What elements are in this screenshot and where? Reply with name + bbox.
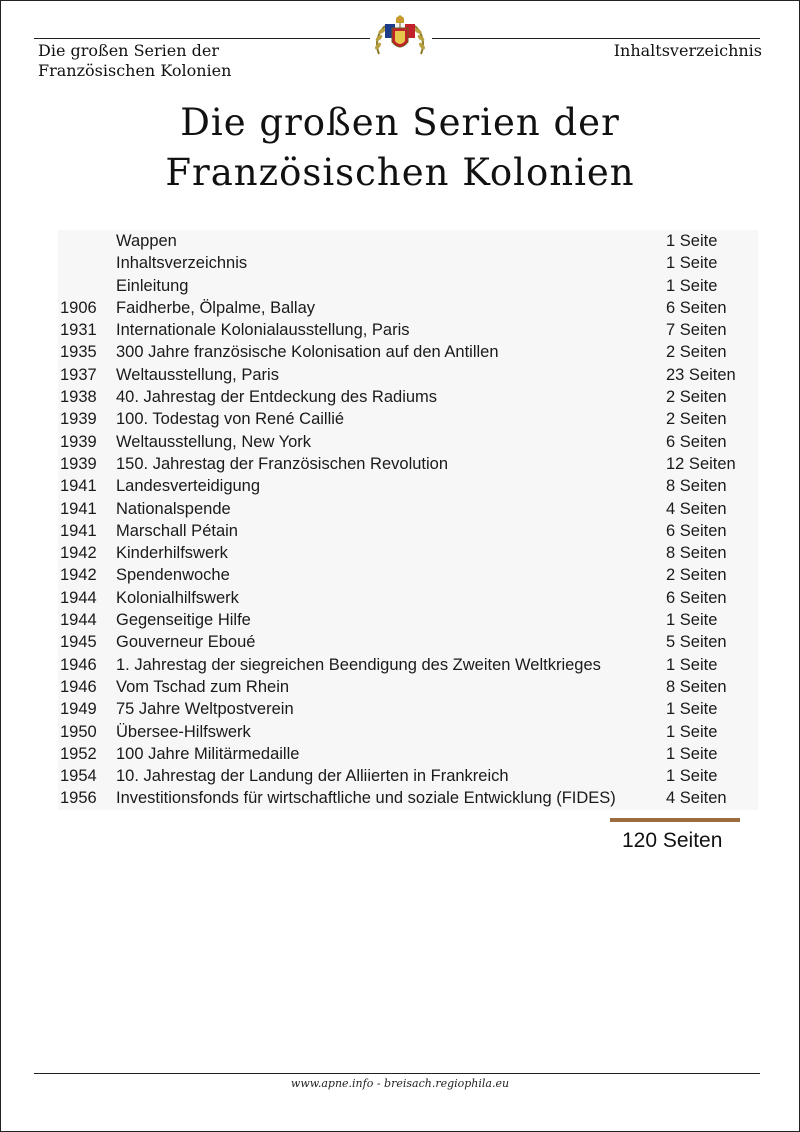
- toc-title: Investitionsfonds für wirtschaftliche und soziale Entwicklung (FIDES): [116, 789, 616, 808]
- toc-title: Landesverteidigung: [116, 477, 261, 496]
- toc-row: [58, 453, 758, 475]
- toc-year: 1946: [60, 655, 97, 674]
- toc-year: 1956: [60, 789, 97, 808]
- toc-year: 1952: [60, 744, 97, 763]
- page-title: [0, 98, 800, 198]
- toc-row: [58, 498, 758, 520]
- toc-pages: 8 Seiten: [666, 477, 727, 496]
- toc-row: [58, 364, 758, 386]
- toc-title: 100 Jahre Militärmedaille: [116, 744, 300, 763]
- total-pages: 120 Seiten: [622, 829, 723, 852]
- footer-url: www.apne.info - breisach.regiophila.eu: [290, 1077, 510, 1090]
- toc-pages: 6 Seiten: [666, 298, 727, 317]
- toc-pages: 4 Seiten: [666, 789, 727, 808]
- toc-year: 1944: [60, 611, 97, 630]
- toc-pages: 1 Seite: [666, 700, 718, 719]
- toc-row: [58, 721, 758, 743]
- toc-title: Gegenseitige Hilfe: [116, 611, 251, 630]
- toc-pages: 6 Seiten: [666, 588, 727, 607]
- toc-title: Internationale Kolonialausstellung, Paris: [116, 321, 410, 340]
- toc-year: 1941: [60, 477, 97, 496]
- toc-row: [58, 341, 758, 363]
- header-series-title: [38, 41, 231, 81]
- page-title-line1: Die großen Serien der: [180, 101, 620, 144]
- toc-row: [58, 609, 758, 631]
- toc-pages: 23 Seiten: [666, 365, 736, 384]
- toc-pages: 1 Seite: [666, 767, 718, 786]
- toc-pages: 2 Seiten: [666, 343, 727, 362]
- toc-title: Spendenwoche: [116, 566, 230, 585]
- toc-pages: 5 Seiten: [666, 633, 727, 652]
- total-rule: [610, 818, 740, 822]
- toc-row: [58, 676, 758, 698]
- toc-row: [58, 587, 758, 609]
- toc-row: [58, 386, 758, 408]
- toc-pages: 7 Seiten: [666, 321, 727, 340]
- toc-title: Faidherbe, Ölpalme, Ballay: [116, 298, 316, 317]
- toc-title: 40. Jahrestag der Entdeckung des Radiums: [116, 388, 438, 407]
- toc-row: [58, 520, 758, 542]
- toc-pages: 1 Seite: [666, 611, 718, 630]
- page-title-line2: Französischen Kolonien: [165, 151, 635, 194]
- toc-year: 1944: [60, 588, 97, 607]
- toc-title: 10. Jahrestag der Landung der Alliierten in Frankreich: [116, 767, 509, 786]
- toc-row: [58, 319, 758, 341]
- toc-title: Vom Tschad zum Rhein: [116, 677, 290, 696]
- toc-year: 1941: [60, 521, 97, 540]
- toc-year: 1946: [60, 677, 97, 696]
- toc-year: 1942: [60, 566, 97, 585]
- toc-title: 300 Jahre französische Kolonisation auf den Antillen: [116, 343, 499, 362]
- toc-row: [58, 631, 758, 653]
- toc-pages: 2 Seiten: [666, 388, 727, 407]
- toc-row: [58, 787, 758, 809]
- toc-title: Inhaltsverzeichnis: [116, 254, 248, 273]
- toc-title: Marschall Pétain: [116, 521, 238, 540]
- toc-year: 1939: [60, 454, 97, 473]
- toc-row: [58, 542, 758, 564]
- toc-pages: 12 Seiten: [666, 454, 736, 473]
- toc-year: 1935: [60, 343, 97, 362]
- toc-pages: 1 Seite: [666, 232, 718, 250]
- toc-year: 1945: [60, 633, 97, 652]
- toc-row: [58, 564, 758, 586]
- toc-title: Übersee-Hilfswerk: [116, 722, 251, 741]
- toc-year: 1954: [60, 767, 97, 786]
- toc-pages: 1 Seite: [666, 276, 718, 295]
- toc-title: Gouverneur Eboué: [116, 633, 256, 652]
- toc-row: [58, 230, 758, 252]
- toc-year: 1950: [60, 722, 97, 741]
- toc-pages: 1 Seite: [666, 744, 718, 763]
- toc-pages: 2 Seiten: [666, 410, 727, 429]
- toc-pages: 2 Seiten: [666, 566, 727, 585]
- toc-pages: 6 Seiten: [666, 432, 727, 451]
- toc-pages: 1 Seite: [666, 655, 718, 674]
- toc-row: [58, 743, 758, 765]
- toc-title: 1. Jahrestag der siegreichen Beendigung des Zweiten Weltkrieges: [116, 655, 601, 674]
- toc-row: [58, 252, 758, 274]
- toc-pages: 6 Seiten: [666, 521, 727, 540]
- toc-row: [58, 475, 758, 497]
- header-rule-left: [34, 38, 370, 39]
- toc-title: 75 Jahre Weltpostverein: [116, 700, 294, 719]
- footer-rule: [34, 1073, 760, 1074]
- toc-row: [58, 297, 758, 319]
- toc-row: [58, 654, 758, 676]
- toc-year: 1937: [60, 365, 97, 384]
- toc-title: Kolonialhilfswerk: [116, 588, 239, 607]
- toc-title: Nationalspende: [116, 499, 231, 518]
- header-series-line2: Französischen Kolonien: [38, 61, 232, 80]
- toc-title: Weltausstellung, New York: [116, 432, 312, 451]
- toc-title: 100. Todestag von René Caillié: [116, 410, 345, 429]
- table-of-contents: [58, 230, 758, 810]
- toc-title: 150. Jahrestag der Französischen Revolution: [116, 454, 449, 473]
- header-series-line1: Die großen Serien der: [38, 41, 219, 60]
- header-rule-right: [432, 38, 760, 39]
- toc-row: [58, 408, 758, 430]
- toc-title: Weltausstellung, Paris: [116, 365, 279, 384]
- header-section-title: Inhaltsverzeichnis: [613, 41, 762, 60]
- toc-row: [58, 431, 758, 453]
- toc-title: Einleitung: [116, 276, 189, 295]
- toc-year: 1942: [60, 544, 97, 563]
- toc-pages: 1 Seite: [666, 254, 718, 273]
- toc-pages: 1 Seite: [666, 722, 718, 741]
- toc-title: Wappen: [116, 232, 177, 250]
- toc-year: 1939: [60, 410, 97, 429]
- coat-of-arms-icon: [371, 14, 429, 58]
- toc-year: 1949: [60, 700, 97, 719]
- toc-row: [58, 765, 758, 787]
- toc-year: 1939: [60, 432, 97, 451]
- toc-row: [58, 275, 758, 297]
- toc-pages: 8 Seiten: [666, 677, 727, 696]
- toc-title: Kinderhilfswerk: [116, 544, 228, 563]
- toc-year: 1931: [60, 321, 97, 340]
- toc-pages: 8 Seiten: [666, 544, 727, 563]
- toc-year: 1941: [60, 499, 97, 518]
- toc-pages: 4 Seiten: [666, 499, 727, 518]
- toc-year: 1906: [60, 298, 97, 317]
- toc-row: [58, 698, 758, 720]
- toc-year: 1938: [60, 388, 97, 407]
